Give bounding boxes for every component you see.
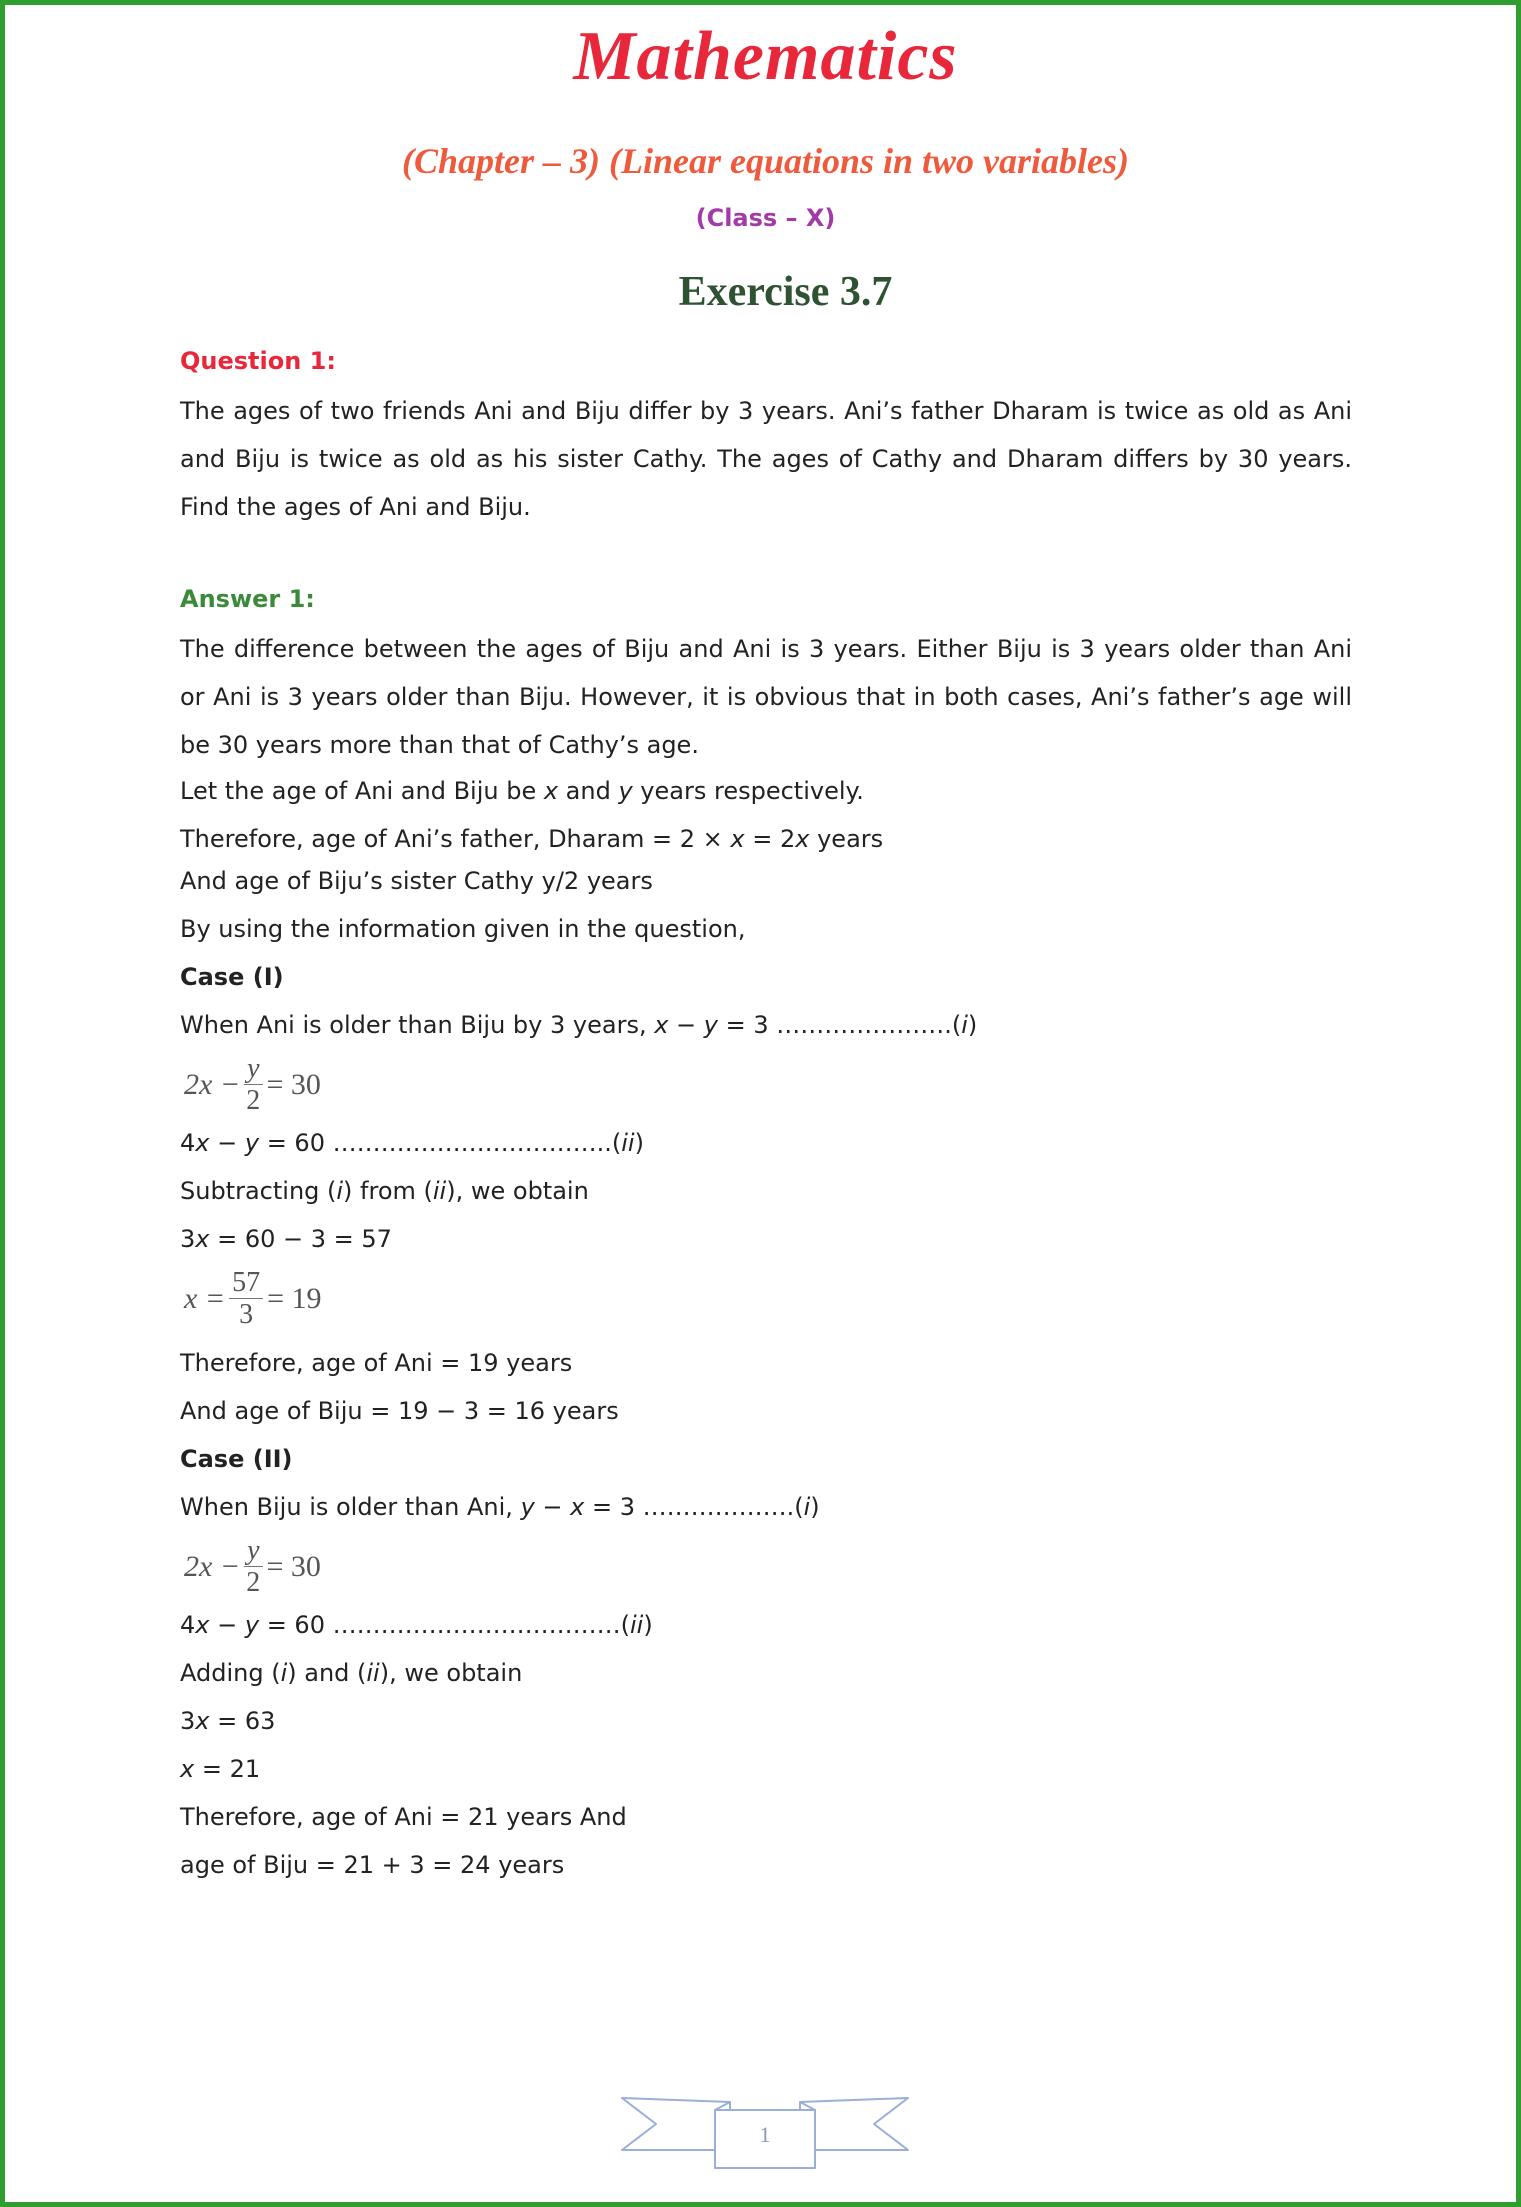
text: Subtracting ( — [180, 1177, 337, 1205]
case-2-operation — [180, 1653, 1352, 1693]
text: Adding ( — [180, 1659, 281, 1687]
math-left: 2x − — [184, 1550, 241, 1583]
math-left: x = — [184, 1282, 226, 1315]
fraction — [244, 1536, 262, 1599]
var-y: y — [703, 1011, 718, 1039]
text: Let the age of Ani and Biju be — [180, 777, 544, 805]
chapter-heading: (Chapter – 3) (Linear equations in two variables) — [401, 141, 1130, 181]
page-number: 1 — [759, 2122, 771, 2147]
var-x: x — [195, 1225, 210, 1253]
case-1-equation-i — [180, 1005, 1352, 1045]
content-body — [180, 341, 1352, 1893]
var-y: y — [618, 777, 633, 805]
text: 3 — [180, 1225, 196, 1253]
text: years respectively. — [632, 777, 864, 805]
case-2-result-ani: Therefore, age of Ani = 21 years And — [180, 1803, 627, 1831]
var-x: x — [543, 777, 559, 805]
text: = 3 ………………….( — [717, 1011, 962, 1039]
question-text: The ages of two friends Ani and Biju differ by 3 years. Ani’s father Dharam is twice as old as Ani and Biju is twice as old as his sister Cathy. The ages of Cathy and Dharam differs by 30 years. Find the ages of Ani and Biju. — [180, 397, 1352, 521]
let-statement — [180, 771, 1352, 811]
var-x: x — [730, 825, 745, 853]
var-x: x — [795, 825, 810, 853]
case-1-step — [180, 1219, 1352, 1259]
case-2-result-biju: age of Biju = 21 + 3 = 24 years — [180, 1851, 565, 1879]
equation-label: i — [280, 1659, 288, 1687]
text: ) — [810, 1493, 820, 1521]
text: − — [209, 1129, 245, 1157]
var-x: x — [195, 1129, 210, 1157]
equation-label: i — [961, 1011, 968, 1039]
math-right: = 30 — [266, 1550, 321, 1583]
denominator: 2 — [246, 1084, 261, 1116]
var-x: x — [195, 1611, 210, 1639]
exercise-heading: Exercise 3.7 — [678, 269, 893, 315]
case-2-step-1 — [180, 1701, 1352, 1741]
var-x: x — [195, 1707, 210, 1735]
text: − — [668, 1011, 704, 1039]
case-2-equation-ii — [180, 1605, 1352, 1645]
text: ), we obtain — [446, 1177, 589, 1205]
spacer — [180, 531, 1352, 579]
text: = 21 — [194, 1755, 261, 1783]
text: = 3 ……………….( — [584, 1493, 804, 1521]
cathy-age: And age of Biju’s sister Cathy y/2 years — [180, 867, 653, 895]
math-left: 2x − — [184, 1068, 241, 1101]
case-1-fraction-equation — [180, 1047, 1352, 1123]
text: ) — [634, 1129, 644, 1157]
fraction — [229, 1268, 263, 1331]
numerator: y — [247, 1052, 260, 1084]
text: Therefore, age of Ani’s father, Dharam = 2 × — [180, 825, 731, 853]
text: = 60 ………………………………( — [259, 1611, 630, 1639]
numerator: 57 — [232, 1266, 261, 1298]
text: ), we obtain — [379, 1659, 523, 1687]
answer-intro: The difference between the ages of Biju and Ani is 3 years. Either Biju is 3 years older than Ani or Ani is 3 years older than Biju. However, it is obvious that in both cases, Ani’s father’s age will be 30 years more than that of Cathy’s age. — [180, 635, 1352, 759]
equation-label: i — [803, 1493, 811, 1521]
case-1-solve-fraction — [180, 1261, 1352, 1337]
equation-label: ii — [366, 1659, 380, 1687]
var-y: y — [520, 1493, 535, 1521]
var-x: x — [570, 1493, 585, 1521]
text: 4 — [180, 1611, 196, 1639]
var-y: y — [244, 1129, 260, 1157]
case-1-result-biju: And age of Biju = 19 − 3 = 16 years — [180, 1397, 619, 1425]
page-number-ribbon — [620, 2090, 910, 2170]
using-info: By using the information given in the question, — [180, 915, 746, 943]
case-2-step-2 — [180, 1749, 1352, 1789]
equation-label: ii — [621, 1129, 635, 1157]
case-2-fraction-equation — [180, 1529, 1352, 1605]
answer-label: Answer 1: — [180, 585, 315, 613]
equation-label: ii — [432, 1177, 447, 1205]
math-right: = 30 — [266, 1068, 321, 1101]
text: years — [809, 825, 884, 853]
equation-label: ii — [629, 1611, 644, 1639]
denominator: 3 — [239, 1298, 254, 1330]
document-title: Mathematics — [573, 18, 958, 95]
var-x: x — [654, 1011, 669, 1039]
text: ) from ( — [343, 1177, 433, 1205]
text: ) — [643, 1611, 653, 1639]
case-1-title: Case (I) — [180, 963, 284, 991]
class-label: (Class – X) — [695, 204, 836, 232]
case-2-equation-i — [180, 1487, 1352, 1527]
denominator: 2 — [246, 1566, 261, 1598]
text: = 63 — [209, 1707, 276, 1735]
text: When Ani is older than Biju by 3 years, — [180, 1011, 655, 1039]
text: ) and ( — [287, 1659, 367, 1687]
var-y: y — [244, 1611, 260, 1639]
text: ) — [967, 1011, 978, 1039]
text: = 2 — [744, 825, 796, 853]
var-x: x — [180, 1755, 195, 1783]
text: and — [558, 777, 619, 805]
math-right: = 19 — [267, 1282, 322, 1315]
case-1-operation — [180, 1171, 1352, 1211]
question-label: Question 1: — [180, 347, 336, 375]
numerator: y — [247, 1534, 260, 1566]
equation-label: i — [336, 1177, 344, 1205]
fraction — [244, 1054, 262, 1117]
text: − — [534, 1493, 571, 1521]
text: 3 — [180, 1707, 196, 1735]
text: When Biju is older than Ani, — [180, 1493, 521, 1521]
text: = 60 − 3 = 57 — [209, 1225, 392, 1253]
dharam-age — [180, 819, 1352, 859]
case-1-equation-ii — [180, 1123, 1352, 1163]
text: − — [209, 1611, 245, 1639]
case-1-result-ani: Therefore, age of Ani = 19 years — [180, 1349, 573, 1377]
text: = 60 ……………………………..( — [259, 1129, 622, 1157]
text: 4 — [180, 1129, 196, 1157]
case-2-title: Case (II) — [180, 1445, 293, 1473]
